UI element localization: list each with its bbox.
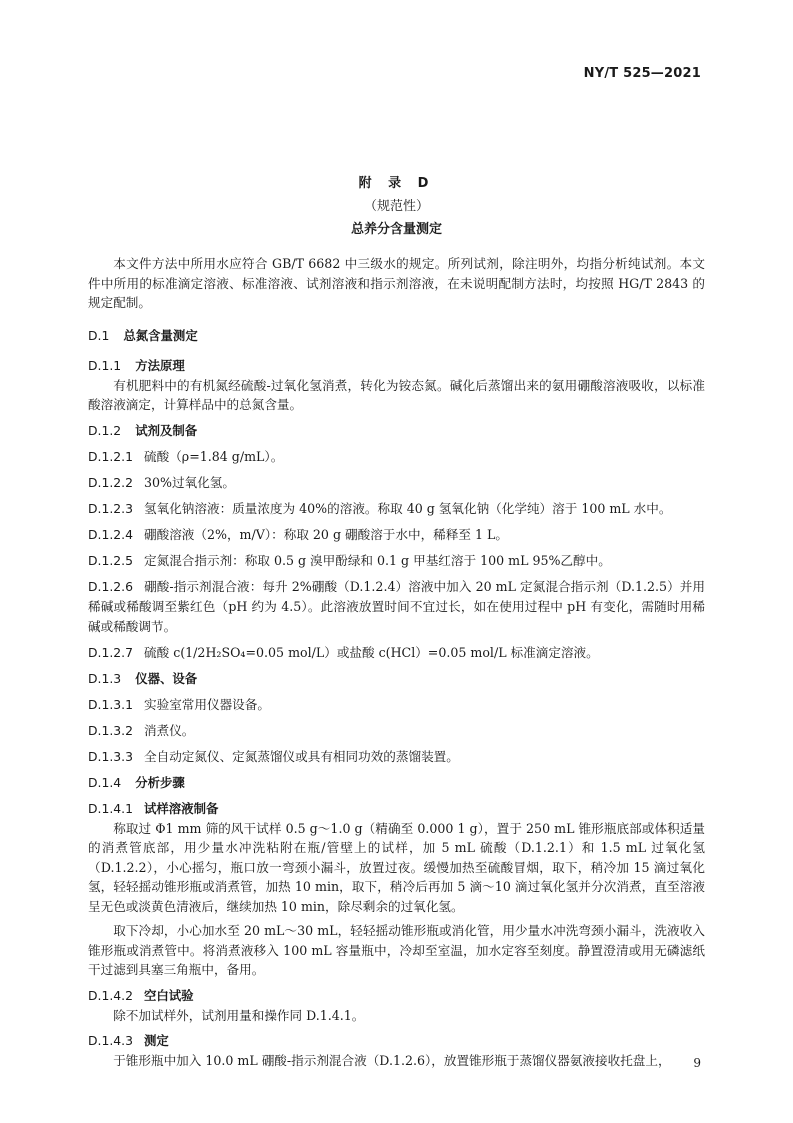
clause-number: D.1.2.5: [88, 552, 134, 568]
clause-title: 试样溶液制备: [144, 800, 219, 816]
clause-d133: [88, 747, 705, 767]
clause-d12-heading: [88, 421, 705, 441]
clause-text: 消煮仪。: [144, 722, 195, 738]
clause-text: 氢氧化钠溶液：质量浓度为 40%的溶液。称取 40 g 氢氧化钠（化学纯）溶于 100 mL 水中。: [144, 500, 672, 516]
clause-d127: [88, 643, 705, 663]
intro-paragraph: 本文件方法中所用水应符合 GB/T 6682 中三级水的规定。所列试剂，除注明外，均指分析纯试剂。本文件中所用的标准滴定溶液、标准溶液、试剂溶液和指示剂溶液，在未说明配制方法时，均按照 HG/T 2843 的规定配制。: [88, 256, 705, 310]
clause-number: D.1.2: [88, 422, 122, 438]
clause-d132: [88, 721, 705, 741]
appendix-title: 附 录 D: [358, 176, 435, 191]
clause-title: 测定: [144, 1033, 169, 1048]
clause-d126: [88, 577, 705, 637]
clause-number: D.1.3.1: [88, 696, 134, 712]
clause-text: 硫酸 c(1/2H₂SO₄=0.05 mol/L）或盐酸 c(HCl）=0.05 mol/L 标准滴定溶液。: [144, 644, 599, 660]
page-number: 9: [693, 1056, 701, 1070]
clause-d141-paragraph-2: 取下冷却，小心加水至 20 mL～30 mL，轻轻摇动锥形瓶或消化管，用少量水冲洗弯颈小漏斗，洗液收入锥形瓶或消煮管中。将消煮液移入 100 mL 容量瓶中，冷却至室温，加水定容至刻度。静置澄清或用无磷滤纸干过滤到具塞三角瓶中，备用。: [88, 923, 705, 977]
clause-d122: [88, 473, 705, 493]
clause-d11-heading: [88, 356, 705, 376]
clause-d142-heading: [88, 986, 705, 1006]
document-body: [88, 254, 705, 1071]
clause-number: D.1.2.7: [88, 644, 134, 660]
appendix-subject: 总养分含量测定: [350, 222, 442, 237]
clause-text: 30%过氧化氢。: [144, 474, 235, 490]
standard-code: NY/T 525—2021: [583, 66, 701, 81]
appendix-type: （规范性）: [363, 199, 429, 214]
clause-d121: [88, 447, 705, 467]
clause-title: 试剂及制备: [135, 422, 198, 438]
clause-text: 硫酸（ρ=1.84 g/mL）。: [144, 448, 284, 464]
clause-d141-paragraph-1: 称取过 Φ1 mm 筛的风干试样 0.5 g～1.0 g（精确至 0.000 1 g），置于 250 mL 锥形瓶底部或体积适量的消煮管底部，用少量水冲洗粘附在瓶/管壁上的试样，加 5 mL 硫酸（D.1.2.1）和 1.5 mL 过氧化氢（D.1.2.2），小心摇匀，瓶口放一弯颈小漏斗，放置过夜。缓慢加热至硫酸冒烟，取下，稍冷加 15 滴过氧化氢，轻轻摇动锥形瓶或消煮管，加热 10 min，取下，稍冷后再加 5 滴～10 滴过氧化氢并分次消煮，直至溶液呈无色或淡黄色清液后，继续加热 10 min，除尽剩余的过氧化氢。: [88, 820, 705, 914]
clause-number: D.1.3: [88, 670, 122, 686]
clause-d131: [88, 695, 705, 715]
clause-d141-heading: [88, 799, 705, 819]
clause-text: 定氮混合指示剂：称取 0.5 g 溴甲酚绿和 0.1 g 甲基红溶于 100 mL 95%乙醇中。: [144, 552, 611, 568]
clause-number: D.1.2.4: [88, 526, 134, 542]
clause-number: D.1.1: [88, 357, 122, 373]
clause-title: 方法原理: [135, 357, 185, 373]
clause-d143-heading: [88, 1031, 705, 1051]
clause-number: D.1.2.1: [88, 448, 134, 464]
clause-d14-heading: [88, 773, 705, 793]
clause-text: 硼酸-指示剂混合液：每升 2%硼酸（D.1.2.4）溶液中加入 20 mL 定氮混合指示剂（D.1.2.5）并用稀碱或稀酸调至紫红色（pH 约为 4.5）。此溶液放置时间不宜过长，如在使用过程中 pH 有变化，需随时用稀碱或稀酸调节。: [88, 578, 705, 634]
clause-number: D.1.4: [88, 774, 122, 790]
clause-number: D.1.4.1: [88, 800, 134, 816]
clause-number: D.1.2.6: [88, 578, 134, 594]
section-title: 总氮含量测定: [123, 327, 198, 343]
clause-d143-text: 于锥形瓶中加入 10.0 mL 硼酸-指示剂混合液（D.1.2.6），放置锥形瓶于蒸馏仪器氨液接收托盘上，: [113, 1053, 671, 1068]
appendix-heading: [0, 172, 793, 241]
clause-text: 硼酸溶液（2%，m/V）：称取 20 g 硼酸溶于水中，稀释至 1 L。: [144, 526, 508, 542]
section-d1-heading: [88, 326, 705, 346]
section-number: D.1: [88, 327, 110, 343]
clause-d11-text: 有机肥料中的有机氮经硫酸-过氧化氢消煮，转化为铵态氮。碱化后蒸馏出来的氨用硼酸溶液吸收，以标准酸溶液滴定，计算样品中的总氮含量。: [88, 377, 705, 412]
clause-title: 空白试验: [144, 987, 194, 1003]
clause-d142-text: 除不加试样外，试剂用量和操作同 D.1.4.1。: [113, 1007, 365, 1023]
clause-number: D.1.4.3: [88, 1033, 134, 1048]
clause-number: D.1.2.3: [88, 500, 134, 516]
clause-d124: [88, 525, 705, 545]
clause-d123: [88, 499, 705, 519]
clause-number: D.1.2.2: [88, 474, 134, 490]
clause-d125: [88, 551, 705, 571]
clause-title: 分析步骤: [135, 774, 185, 790]
clause-number: D.1.3.3: [88, 748, 134, 764]
clause-text: 实验室常用仪器设备。: [144, 696, 270, 712]
clause-title: 仪器、设备: [135, 670, 198, 686]
clause-d13-heading: [88, 669, 705, 689]
clause-number: D.1.3.2: [88, 722, 134, 738]
clause-number: D.1.4.2: [88, 987, 134, 1003]
clause-text: 全自动定氮仪、定氮蒸馏仪或具有相同功效的蒸馏装置。: [144, 748, 459, 764]
